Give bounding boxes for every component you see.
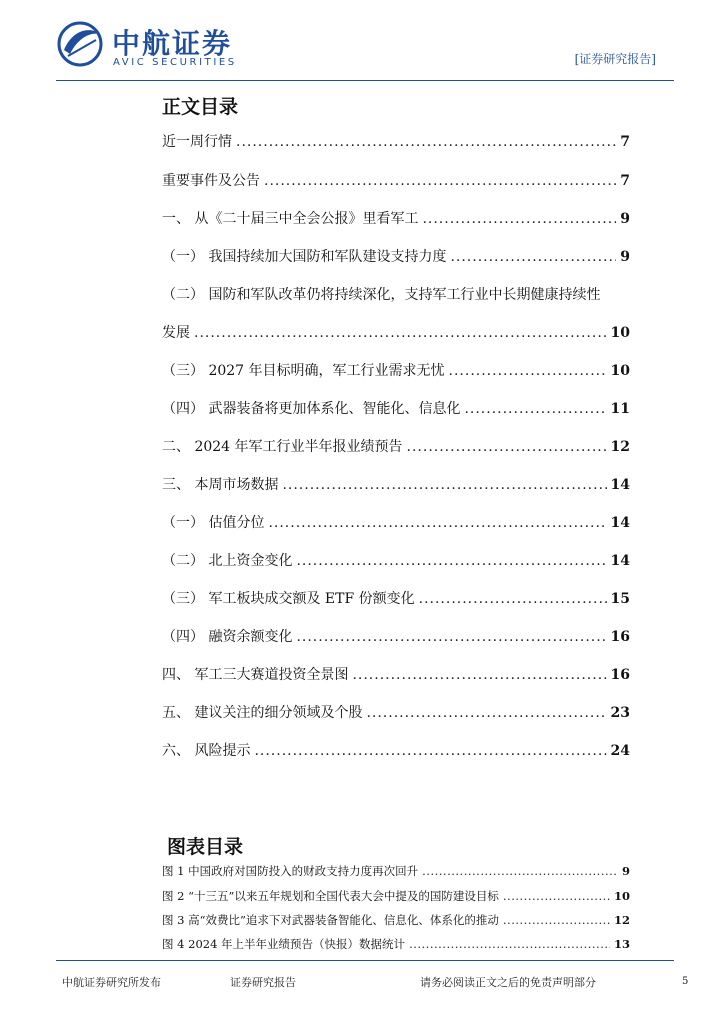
toc-item[interactable] [162,474,630,494]
toc-item-label: （一） 估值分位 [162,515,265,531]
toc-item-label: （三） 军工板块成交额及 ETF 份额变化 [162,591,415,607]
toc-item[interactable] [162,436,630,456]
toc-item[interactable] [162,626,630,646]
toc-item-label: 四、 军工三大赛道投资全景图 [162,667,349,683]
toc-leader-dots [236,134,616,150]
logo-english-name: AVIC SECURITIES [113,57,237,68]
figure-item[interactable] [162,863,630,879]
toc-leader-dots [407,439,607,455]
toc-item-page: 7 [620,134,630,150]
toc-item[interactable] [162,170,630,190]
toc-leader-dots [352,667,606,683]
toc-leader-dots [268,515,606,531]
toc-item-page: 14 [610,515,630,531]
toc-item-label: （一） 我国持续加大国防和军队建设支持力度 [162,249,447,265]
toc-item-label: 近一周行情 [162,134,232,150]
footer-divider [56,960,674,961]
toc-leader-dots [254,743,606,759]
footer-publisher: 中航证券研究所发布 [62,976,161,989]
toc-item-label: 一、 从《二十届三中全会公报》里看军工 [162,211,419,227]
toc-item[interactable] [162,246,630,266]
toc-item-page: 14 [610,477,630,493]
toc-item-page: 10 [610,363,630,379]
toc-leader-dots [419,591,607,607]
toc-item[interactable] [162,740,630,760]
toc-item-page: 12 [610,439,630,455]
toc-item-label-continuation: 发展 [162,325,190,341]
avic-emblem-icon [56,20,104,68]
figure-item-label: 图 2 “十三五”以来五年规划和全国代表大会中提及的国防建设目标 [162,889,499,903]
toc-item[interactable] [162,322,630,342]
toc-leader-dots [282,477,606,493]
toc-item-label: 二、 2024 年军工行业半年报业绩预告 [162,439,403,455]
toc-leader-dots [422,211,616,227]
figure-list-title: 图表目录 [167,836,244,858]
toc-item[interactable] [162,398,630,418]
toc-item-page: 9 [620,249,630,265]
figure-item-label: 图 4 2024 年上半年业绩预告（快报）数据统计 [162,937,406,951]
toc-item-page: 10 [610,325,630,341]
figure-item-page: 10 [613,889,630,903]
figure-item[interactable] [162,936,630,952]
figure-leader-dots [503,913,610,927]
toc-item[interactable] [162,360,630,380]
figure-item-page: 9 [621,864,630,878]
toc-item[interactable] [162,131,630,151]
toc-leader-dots [464,401,606,417]
toc-leader-dots [449,363,607,379]
toc-leader-dots [366,705,606,721]
toc-leader-dots [296,629,606,645]
toc-item-page: 9 [620,211,630,227]
toc-item-label: （四） 武器装备将更加体系化、智能化、信息化 [162,401,461,417]
toc-item-label-first-line[interactable]: （二） 国防和军队改革仍将持续深化，支持军工行业中长期健康持续性 [162,287,601,303]
toc-item-page: 16 [610,667,630,683]
toc-leader-dots [194,325,607,341]
page-header [0,0,724,82]
footer-disclaimer-note: 请务必阅读正文之后的免责声明部分 [420,976,596,989]
toc-item-page: 14 [610,553,630,569]
figure-leader-dots [409,937,610,951]
page-footer [0,960,724,1024]
toc-item-label: 三、 本周市场数据 [162,477,279,493]
toc-item-label: 重要事件及公告 [162,173,260,189]
report-type-label: [证券研究报告] [574,52,656,66]
toc-item[interactable] [162,588,630,608]
footer-report-type: 证券研究报告 [230,976,296,989]
figure-item-label: 图 1 中国政府对国防投入的财政支持力度再次回升 [162,864,419,878]
toc-item-label: （三） 2027 年目标明确，军工行业需求无忧 [162,363,445,379]
toc-leader-dots [264,173,616,189]
toc-item-label: 六、 风险提示 [162,743,251,759]
toc-item[interactable] [162,664,630,684]
toc-item-label: 五、 建议关注的细分领域及个股 [162,705,363,721]
toc-item[interactable] [162,512,630,532]
toc-item-page: 16 [610,629,630,645]
company-logo [56,20,256,70]
toc-item-page: 15 [610,591,630,607]
toc-item-label: （四） 融资余额变化 [162,629,293,645]
toc-leader-dots [450,249,616,265]
figure-item[interactable] [162,912,630,928]
figure-item-page: 12 [613,913,630,927]
logo-chinese-name: 中航证券 [112,27,233,60]
figure-item-page: 13 [613,937,630,951]
toc-item[interactable] [162,702,630,722]
toc-item-page: 11 [610,401,630,417]
toc-item-page: 24 [610,743,630,759]
header-divider [56,80,674,81]
toc-title: 正文目录 [162,96,239,118]
figure-item[interactable] [162,888,630,904]
toc-leader-dots [296,553,606,569]
toc-item[interactable] [162,550,630,570]
figure-leader-dots [422,864,618,878]
toc-item-label: （二） 北上资金变化 [162,553,293,569]
figure-leader-dots [503,889,610,903]
page-number: 5 [682,976,689,987]
toc-item-page: 7 [620,173,630,189]
figure-item-label: 图 3 高“效费比”追求下对武器装备智能化、信息化、体系化的推动 [162,913,499,927]
toc-item[interactable] [162,208,630,228]
toc-item-page: 23 [610,705,630,721]
